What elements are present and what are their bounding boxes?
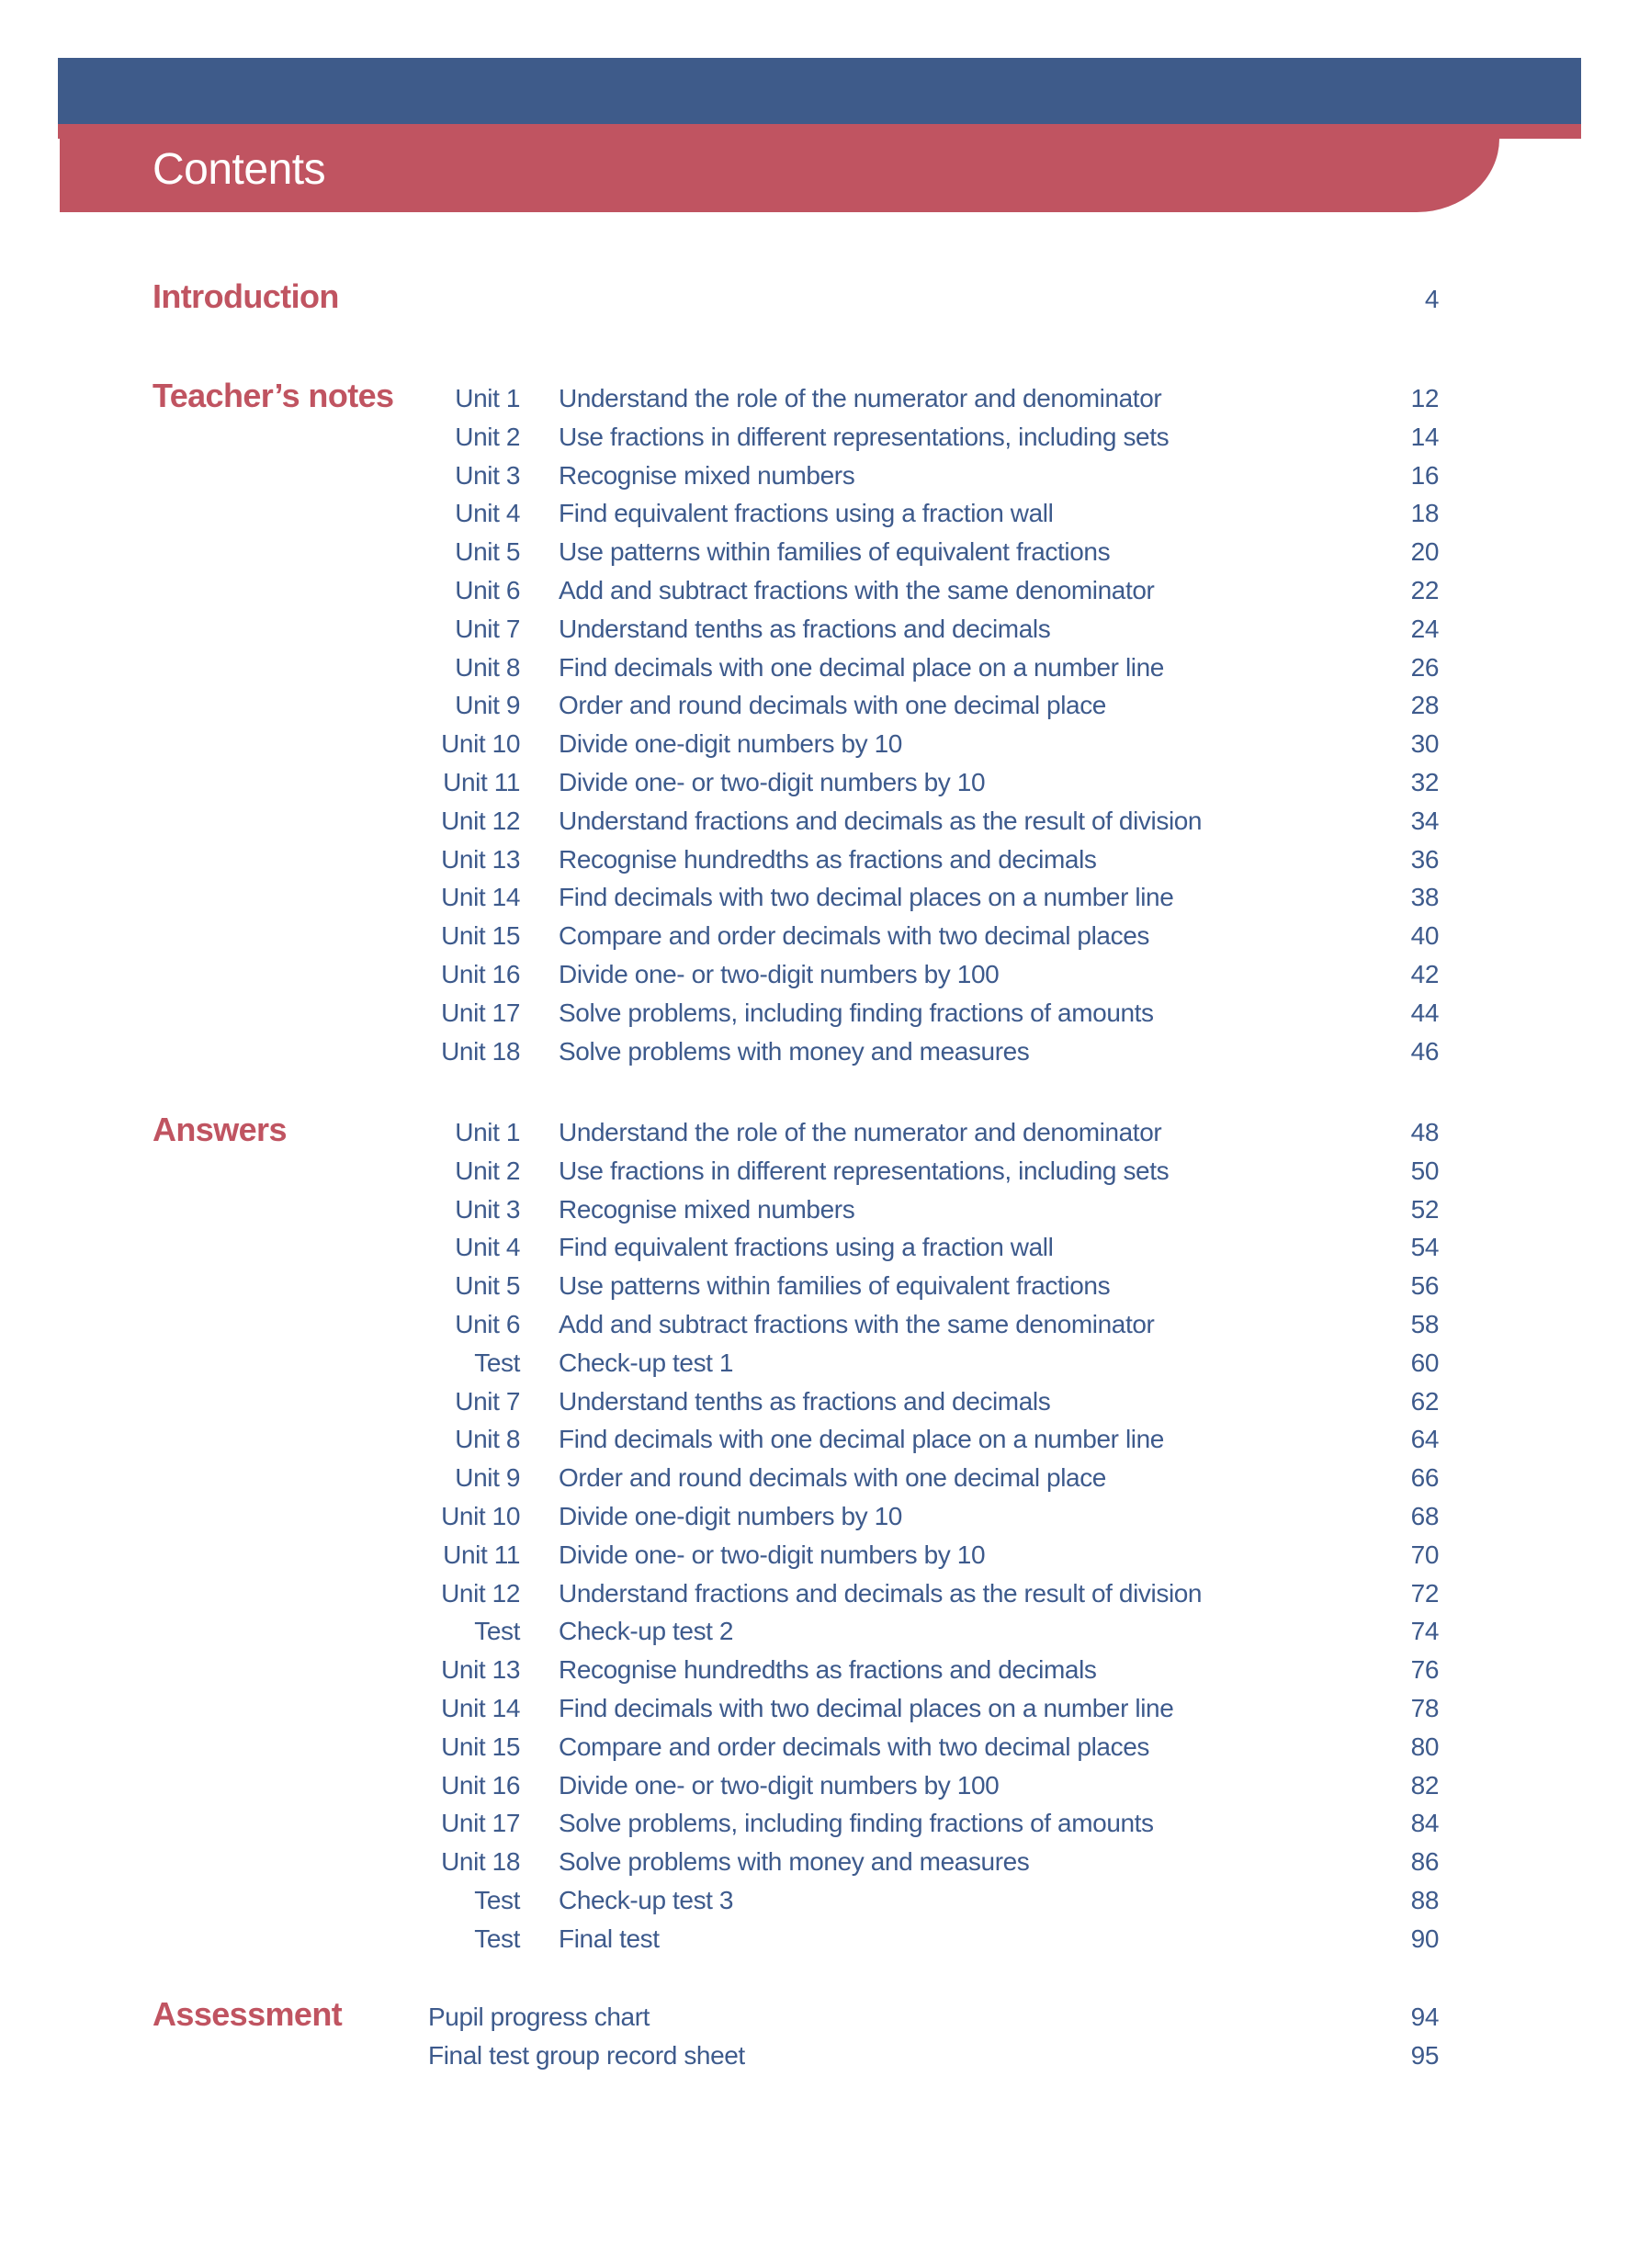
entry-title: Add and subtract fractions with the same denominator bbox=[559, 1310, 1155, 1338]
toc-row[interactable] bbox=[0, 918, 1639, 954]
page-number: 62 bbox=[1410, 1386, 1439, 1416]
page-number: 28 bbox=[1410, 691, 1439, 720]
unit-label: Unit 4 bbox=[455, 1233, 520, 1262]
unit-label: Unit 6 bbox=[455, 1310, 520, 1338]
page-number: 4 bbox=[1424, 285, 1439, 313]
entry-title: Understand the role of the numerator and denominator bbox=[559, 384, 1162, 412]
section-heading-assessment: Assessment bbox=[153, 1995, 343, 2033]
toc-row[interactable] bbox=[0, 879, 1639, 916]
toc-row[interactable] bbox=[0, 1383, 1639, 1420]
unit-label: Unit 12 bbox=[441, 806, 520, 835]
unit-label: Test bbox=[474, 1617, 520, 1646]
page-number: 12 bbox=[1410, 384, 1439, 412]
unit-label: Unit 1 bbox=[455, 1118, 520, 1146]
entry-title: Compare and order decimals with two decimal places bbox=[559, 1732, 1149, 1761]
unit-label: Unit 13 bbox=[441, 844, 520, 874]
page-number: 84 bbox=[1410, 1809, 1439, 1838]
unit-label: Unit 7 bbox=[455, 614, 520, 643]
entry-title: Understand the role of the numerator and denominator bbox=[559, 1118, 1162, 1146]
entry-title: Order and round decimals with one decimal place bbox=[559, 1463, 1106, 1493]
page-number: 14 bbox=[1410, 422, 1439, 451]
toc-row[interactable] bbox=[0, 1844, 1639, 1880]
unit-label: Unit 4 bbox=[455, 499, 520, 528]
unit-label: Unit 14 bbox=[441, 1694, 520, 1722]
entry-title: Solve problems with money and measures bbox=[559, 1847, 1030, 1877]
page-number: 46 bbox=[1410, 1036, 1439, 1066]
page-title: Contents bbox=[153, 145, 326, 194]
entry-title: Check-up test 2 bbox=[559, 1617, 734, 1646]
toc-row[interactable] bbox=[0, 1498, 1639, 1535]
entry-title: Understand tenths as fractions and decimals bbox=[559, 1386, 1051, 1416]
page-number: 26 bbox=[1410, 652, 1439, 682]
page-number: 30 bbox=[1410, 729, 1439, 759]
entry-title: Final test group record sheet bbox=[428, 2041, 745, 2070]
toc-row[interactable] bbox=[0, 1191, 1639, 1228]
toc-row[interactable] bbox=[0, 1306, 1639, 1343]
unit-label: Unit 15 bbox=[441, 1732, 520, 1761]
page-number: 32 bbox=[1410, 768, 1439, 796]
entry-title: Divide one- or two-digit numbers by 10 bbox=[559, 768, 986, 796]
entry-title: Recognise hundredths as fractions and decimals bbox=[559, 844, 1097, 874]
entry-title: Use fractions in different representations, including sets bbox=[559, 422, 1170, 451]
page-number: 66 bbox=[1410, 1463, 1439, 1493]
toc-row[interactable] bbox=[0, 1767, 1639, 1804]
page-number: 95 bbox=[1410, 2041, 1439, 2070]
toc-row[interactable] bbox=[0, 841, 1639, 878]
page-number: 20 bbox=[1410, 537, 1439, 567]
page-number: 34 bbox=[1410, 806, 1439, 835]
unit-label: Unit 3 bbox=[455, 460, 520, 490]
page-number: 52 bbox=[1410, 1194, 1439, 1224]
toc-row[interactable] bbox=[0, 1729, 1639, 1766]
unit-label: Unit 16 bbox=[441, 1770, 520, 1800]
entry-title: Check-up test 1 bbox=[559, 1348, 734, 1377]
page-number: 48 bbox=[1410, 1118, 1439, 1146]
unit-label: Unit 3 bbox=[455, 1194, 520, 1224]
entry-title: Use fractions in different representations, including sets bbox=[559, 1156, 1170, 1185]
page-number: 16 bbox=[1410, 460, 1439, 490]
entry-title: Find decimals with two decimal places on a number line bbox=[559, 883, 1174, 912]
toc-row[interactable] bbox=[0, 1805, 1639, 1842]
toc-row[interactable] bbox=[0, 956, 1639, 993]
entry-title: Divide one- or two-digit numbers by 100 bbox=[559, 1770, 1000, 1800]
toc-row[interactable] bbox=[0, 495, 1639, 532]
unit-label: Unit 10 bbox=[441, 729, 520, 759]
toc-row[interactable] bbox=[0, 1613, 1639, 1650]
entry-title: Understand fractions and decimals as the result of division bbox=[559, 1578, 1203, 1608]
toc-row[interactable] bbox=[0, 457, 1639, 494]
page-number: 72 bbox=[1410, 1578, 1439, 1608]
toc-row[interactable] bbox=[0, 1652, 1639, 1688]
unit-label: Unit 5 bbox=[455, 1271, 520, 1301]
page-number: 80 bbox=[1410, 1732, 1439, 1761]
entry-title: Use patterns within families of equivalent fractions bbox=[559, 537, 1111, 567]
entry-title: Find decimals with one decimal place on a number line bbox=[559, 652, 1164, 682]
header-band-blue bbox=[58, 58, 1581, 124]
toc-row[interactable] bbox=[0, 611, 1639, 648]
unit-label: Unit 8 bbox=[455, 1425, 520, 1454]
toc-row[interactable] bbox=[0, 1268, 1639, 1304]
toc-row[interactable] bbox=[0, 1537, 1639, 1574]
entry-title: Divide one-digit numbers by 10 bbox=[559, 729, 902, 759]
entry-title: Use patterns within families of equivalent fractions bbox=[559, 1271, 1111, 1301]
page-number: 68 bbox=[1410, 1502, 1439, 1530]
toc-row[interactable] bbox=[0, 726, 1639, 762]
unit-label: Unit 18 bbox=[441, 1847, 520, 1877]
page-number: 78 bbox=[1410, 1694, 1439, 1722]
section-heading-introduction: Introduction bbox=[153, 277, 339, 315]
page-number: 36 bbox=[1410, 844, 1439, 874]
section-heading-teachers-notes: Teacher’s notes bbox=[153, 377, 394, 414]
toc-row[interactable] bbox=[0, 1882, 1639, 1919]
toc-row[interactable] bbox=[0, 1229, 1639, 1266]
page-number: 94 bbox=[1410, 2003, 1439, 2031]
entry-title: Recognise hundredths as fractions and decimals bbox=[559, 1655, 1097, 1685]
unit-label: Unit 12 bbox=[441, 1578, 520, 1608]
unit-label: Unit 18 bbox=[441, 1036, 520, 1066]
unit-label: Unit 2 bbox=[455, 1156, 520, 1185]
page-number: 86 bbox=[1410, 1847, 1439, 1877]
entry-title: Find decimals with two decimal places on a number line bbox=[559, 1694, 1174, 1722]
entry-title: Divide one- or two-digit numbers by 10 bbox=[559, 1540, 986, 1569]
entry-title: Find decimals with one decimal place on a number line bbox=[559, 1425, 1164, 1454]
unit-label: Unit 8 bbox=[455, 652, 520, 682]
unit-label: Unit 11 bbox=[443, 768, 520, 796]
unit-label: Unit 1 bbox=[455, 384, 520, 412]
unit-label: Unit 9 bbox=[455, 691, 520, 720]
toc-row[interactable] bbox=[0, 1345, 1639, 1382]
toc-row[interactable] bbox=[0, 764, 1639, 801]
entry-title: Add and subtract fractions with the same denominator bbox=[559, 576, 1155, 604]
toc-row[interactable] bbox=[0, 687, 1639, 724]
unit-label: Test bbox=[474, 1348, 520, 1377]
unit-label: Unit 7 bbox=[455, 1386, 520, 1416]
page-number: 70 bbox=[1410, 1540, 1439, 1569]
page-number: 24 bbox=[1410, 614, 1439, 643]
entry-title: Find equivalent fractions using a fraction wall bbox=[559, 499, 1054, 528]
toc-row[interactable] bbox=[0, 1421, 1639, 1458]
entry-title: Pupil progress chart bbox=[428, 2003, 650, 2031]
toc-row[interactable] bbox=[0, 1033, 1639, 1070]
entry-title: Check-up test 3 bbox=[559, 1886, 734, 1914]
page-number: 56 bbox=[1410, 1271, 1439, 1301]
toc-row-final-test-group-record-sheet[interactable] bbox=[0, 2037, 1639, 2074]
toc-row[interactable] bbox=[0, 419, 1639, 456]
page-number: 90 bbox=[1410, 1924, 1439, 1953]
page-number: 54 bbox=[1410, 1233, 1439, 1262]
toc-row[interactable] bbox=[0, 1114, 1639, 1151]
entry-title: Solve problems, including finding fractions of amounts bbox=[559, 998, 1154, 1027]
page-number: 82 bbox=[1410, 1770, 1439, 1800]
entry-title: Understand tenths as fractions and decimals bbox=[559, 614, 1051, 643]
toc-row[interactable] bbox=[0, 995, 1639, 1032]
page-number: 64 bbox=[1410, 1425, 1439, 1454]
toc-row[interactable] bbox=[0, 1921, 1639, 1958]
entry-title: Find equivalent fractions using a fraction wall bbox=[559, 1233, 1054, 1262]
unit-label: Unit 6 bbox=[455, 576, 520, 604]
entry-title: Order and round decimals with one decimal place bbox=[559, 691, 1106, 720]
section-heading-answers: Answers bbox=[153, 1111, 287, 1148]
entry-title: Final test bbox=[559, 1924, 660, 1953]
page-number: 58 bbox=[1410, 1310, 1439, 1338]
unit-label: Unit 17 bbox=[441, 1809, 520, 1838]
unit-label: Unit 10 bbox=[441, 1502, 520, 1530]
page-number: 60 bbox=[1410, 1348, 1439, 1377]
unit-label: Unit 9 bbox=[455, 1463, 520, 1493]
entry-title: Solve problems, including finding fractions of amounts bbox=[559, 1809, 1154, 1838]
page-number: 22 bbox=[1410, 576, 1439, 604]
unit-label: Unit 5 bbox=[455, 537, 520, 567]
toc-row[interactable] bbox=[0, 1690, 1639, 1727]
page-number: 42 bbox=[1410, 960, 1439, 988]
toc-row[interactable] bbox=[0, 1153, 1639, 1190]
page-number: 74 bbox=[1410, 1617, 1439, 1646]
entry-title: Understand fractions and decimals as the result of division bbox=[559, 806, 1203, 835]
toc-row[interactable] bbox=[0, 377, 1639, 417]
toc-row[interactable] bbox=[0, 1460, 1639, 1496]
toc-row-introduction[interactable] bbox=[0, 281, 1639, 318]
unit-label: Unit 14 bbox=[441, 883, 520, 912]
page-number: 88 bbox=[1410, 1886, 1439, 1914]
toc-row[interactable] bbox=[0, 572, 1639, 609]
toc-row[interactable] bbox=[0, 534, 1639, 570]
unit-label: Test bbox=[474, 1886, 520, 1914]
entry-title: Divide one-digit numbers by 10 bbox=[559, 1502, 902, 1530]
entry-title: Compare and order decimals with two decimal places bbox=[559, 921, 1149, 951]
unit-label: Unit 17 bbox=[441, 998, 520, 1027]
page-number: 40 bbox=[1410, 921, 1439, 951]
page-number: 50 bbox=[1410, 1156, 1439, 1185]
entry-title: Recognise mixed numbers bbox=[559, 460, 855, 490]
page-number: 44 bbox=[1410, 998, 1439, 1027]
unit-label: Unit 16 bbox=[441, 960, 520, 988]
toc-row[interactable] bbox=[0, 803, 1639, 840]
entry-title: Solve problems with money and measures bbox=[559, 1036, 1030, 1066]
page-number: 38 bbox=[1410, 883, 1439, 912]
toc-row[interactable] bbox=[0, 1575, 1639, 1612]
page-number: 18 bbox=[1410, 499, 1439, 528]
unit-label: Unit 13 bbox=[441, 1655, 520, 1685]
unit-label: Test bbox=[474, 1924, 520, 1953]
unit-label: Unit 15 bbox=[441, 921, 520, 951]
page-number: 76 bbox=[1410, 1655, 1439, 1685]
unit-label: Unit 2 bbox=[455, 422, 520, 451]
entry-title: Recognise mixed numbers bbox=[559, 1194, 855, 1224]
toc-row-pupil-progress-chart[interactable] bbox=[0, 1999, 1639, 2036]
unit-label: Unit 11 bbox=[443, 1540, 520, 1569]
entry-title: Divide one- or two-digit numbers by 100 bbox=[559, 960, 1000, 988]
toc-row[interactable] bbox=[0, 649, 1639, 686]
